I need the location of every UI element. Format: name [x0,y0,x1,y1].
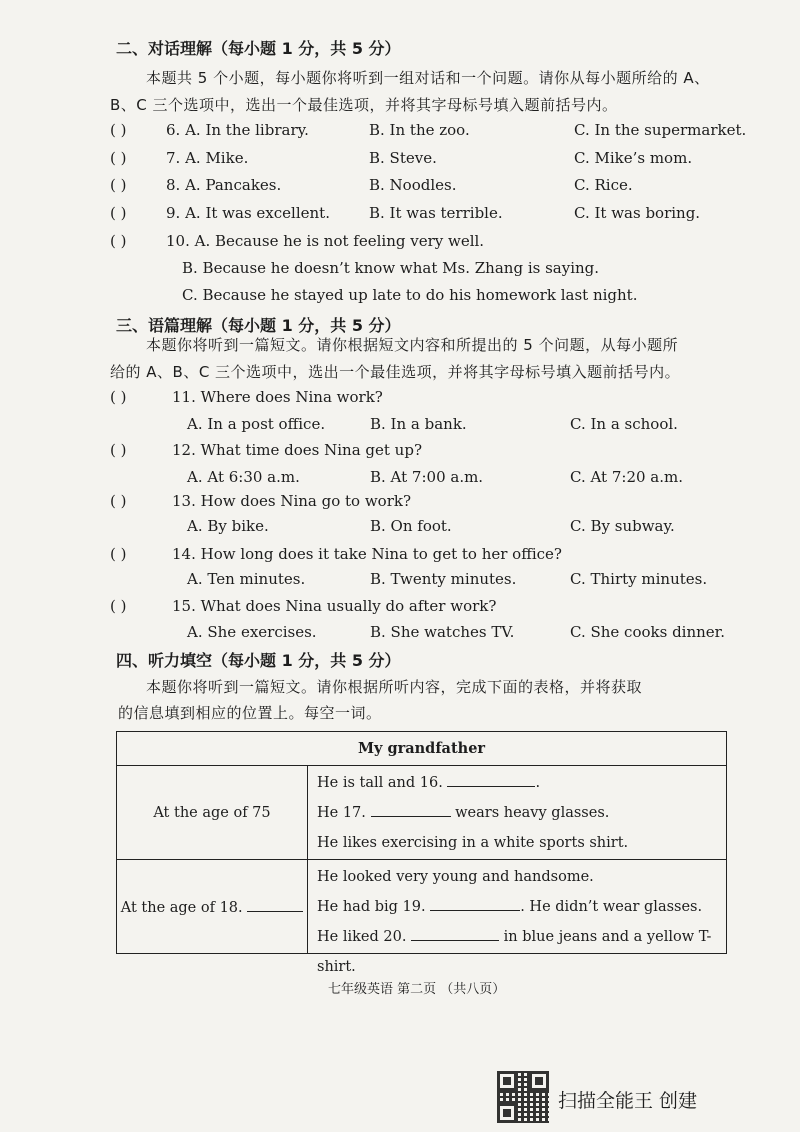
option-c: C. Mike’s mom. [574,149,693,167]
question-stem: 7. A. Mike. [166,149,249,167]
question-stem: 13. How does Nina go to work? [172,492,412,510]
question-stem: 10. A. Because he is not feeling very well. [166,232,485,250]
option-b: B. At 7:00 a.m. [370,468,484,486]
option-a: A. Ten minutes. [187,570,306,588]
answer-paren[interactable]: ( ) [110,492,127,510]
answer-paren[interactable]: ( ) [110,597,127,615]
answer-paren[interactable]: ( ) [110,176,127,194]
answer-paren[interactable]: ( ) [110,121,127,139]
question-11 [110,388,383,406]
row1-content [308,766,727,860]
section4-intro-line1: 本题你将听到一篇短文。请你根据所听内容，完成下面的表格，并将获取 [146,678,643,696]
question-15 [110,597,496,615]
option-c: C. Thirty minutes. [570,570,708,588]
question-stem: 8. A. Pancakes. [166,176,282,194]
page-footer: 七年级英语 第二页 （共八页） [328,982,506,997]
option-b: B. Steve. [369,149,437,167]
table-line: He is tall and 16. . [308,768,726,798]
section4-intro-line2: 的信息填到相应的位置上。每空一词。 [118,704,382,722]
table-line: He had big 19. . He didn’t wear glasses. [308,892,726,922]
question-9 [110,204,330,222]
question-stem: 9. A. It was excellent. [166,204,330,222]
question-stem: 11. Where does Nina work? [172,388,383,406]
section2-title: 二、对话理解（每小题 1 分，共 5 分） [116,39,401,58]
option-b: B. In a bank. [370,415,467,433]
section3-intro-line1: 本题你将听到一篇短文。请你根据短文内容和所提出的 5 个问题，从每小题所 [146,336,679,354]
fill-in-table [116,731,727,975]
question-10 [110,232,484,250]
option-b: B. On foot. [370,517,452,535]
answer-paren[interactable]: ( ) [110,545,127,563]
answer-paren[interactable]: ( ) [110,441,127,459]
answer-blank-18[interactable] [247,897,303,912]
scanner-watermark: 扫描全能王 创建 [558,1090,698,1112]
q10-option-c: C. Because he stayed up late to do his homework last night. [182,286,638,304]
question-7 [110,149,248,167]
option-a: A. She exercises. [187,623,317,641]
section3-intro-line2: 给的 A、B、C 三个选项中，选出一个最佳选项，并将其字母标号填入题前括号内。 [110,363,681,381]
option-c: C. At 7:20 a.m. [570,468,683,486]
answer-blank-16[interactable] [447,772,535,787]
option-a: A. In a post office. [187,415,326,433]
answer-blank-19[interactable] [430,896,520,911]
row1-label: At the age of 75 [117,766,308,860]
option-c: C. It was boring. [574,204,701,222]
table-line: He looked very young and handsome. [317,868,594,885]
question-12 [110,441,422,459]
qr-code-icon [497,1071,549,1123]
answer-paren[interactable]: ( ) [110,388,127,406]
question-stem: 12. What time does Nina get up? [172,441,422,459]
section2-intro-line1: 本题共 5 个小题，每小题你将听到一组对话和一个问题。请你从每小题所给的 A、 [146,69,710,87]
section2-intro-line2: B、C 三个选项中，选出一个最佳选项，并将其字母标号填入题前括号内。 [110,96,618,114]
answer-paren[interactable]: ( ) [110,204,127,222]
question-8 [110,176,281,194]
question-14 [110,545,562,563]
question-stem: 14. How long does it take Nina to get to her office? [172,545,562,563]
option-b: B. Twenty minutes. [370,570,517,588]
q10-option-b: B. Because he doesn’t know what Ms. Zhang is saying. [182,259,600,277]
section4-title: 四、听力填空（每小题 1 分，共 5 分） [116,651,401,670]
table-line: He likes exercising in a white sports shirt. [317,834,629,851]
option-b: B. It was terrible. [369,204,503,222]
answer-paren[interactable]: ( ) [110,149,127,167]
option-a: A. At 6:30 a.m. [187,468,300,486]
question-stem: 6. A. In the library. [166,121,309,139]
option-c: C. Rice. [574,176,633,194]
question-13 [110,492,411,510]
table-line: He 17. wears heavy glasses. [308,798,726,828]
answer-paren[interactable]: ( ) [110,232,127,250]
section3-title: 三、语篇理解（每小题 1 分，共 5 分） [116,316,401,335]
option-b: B. She watches TV. [370,623,515,641]
option-c: C. She cooks dinner. [570,623,725,641]
row2-content [308,860,727,975]
answer-blank-20[interactable] [411,926,499,941]
option-c: C. By subway. [570,517,675,535]
option-c: C. In a school. [570,415,678,433]
option-a: A. By bike. [187,517,269,535]
table-header: My grandfather [117,732,727,766]
row2-label: At the age of 18. [117,860,308,954]
option-c: C. In the supermarket. [574,121,747,139]
question-stem: 15. What does Nina usually do after work? [172,597,497,615]
question-6 [110,121,309,139]
option-b: B. In the zoo. [369,121,470,139]
answer-blank-17[interactable] [371,802,451,817]
table-line: He liked 20. in blue jeans and a yellow T-shirt. [308,922,726,952]
option-b: B. Noodles. [369,176,457,194]
